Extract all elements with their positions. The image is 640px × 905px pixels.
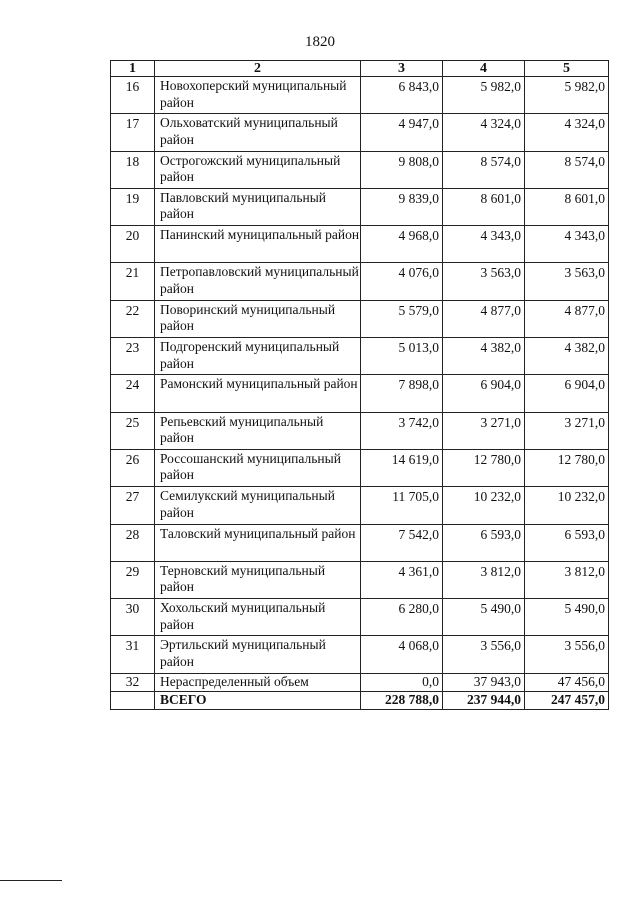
value-col-5: 6 904,0	[525, 375, 609, 412]
value-col-3: 4 076,0	[361, 263, 443, 300]
value-col-4: 6 593,0	[443, 524, 525, 561]
column-header: 4	[443, 61, 525, 77]
row-number: 23	[111, 338, 155, 375]
district-name: Репьевский муниципальный район	[155, 412, 361, 449]
value-col-5: 3 812,0	[525, 561, 609, 598]
allocation-table	[110, 60, 609, 710]
row-number: 31	[111, 636, 155, 673]
value-col-5: 4 382,0	[525, 338, 609, 375]
district-name: Эртильский муниципальный район	[155, 636, 361, 673]
row-number: 22	[111, 300, 155, 337]
district-name: Подгоренский муниципальный район	[155, 338, 361, 375]
table-row	[111, 487, 609, 524]
row-number: 27	[111, 487, 155, 524]
district-name: Поворинский муниципальный район	[155, 300, 361, 337]
value-col-5: 3 271,0	[525, 412, 609, 449]
column-header: 1	[111, 61, 155, 77]
table-row	[111, 412, 609, 449]
value-col-5: 5 490,0	[525, 599, 609, 636]
value-col-4: 3 556,0	[443, 636, 525, 673]
header-row	[111, 61, 609, 77]
value-col-3: 4 068,0	[361, 636, 443, 673]
row-number: 16	[111, 77, 155, 114]
value-col-3: 7 542,0	[361, 524, 443, 561]
district-name: Рамонский муниципальный район	[155, 375, 361, 412]
value-col-3: 5 013,0	[361, 338, 443, 375]
district-name: Новохоперский муниципальный район	[155, 77, 361, 114]
table-row	[111, 524, 609, 561]
table-row	[111, 636, 609, 673]
value-col-3: 3 742,0	[361, 412, 443, 449]
table-row	[111, 263, 609, 300]
value-col-3: 9 839,0	[361, 188, 443, 225]
value-col-5: 4 343,0	[525, 226, 609, 263]
district-name: Таловский муниципальный район	[155, 524, 361, 561]
district-name: Хохольский муниципальный район	[155, 599, 361, 636]
row-number: 29	[111, 561, 155, 598]
footnote-divider	[0, 880, 62, 881]
table-row	[111, 114, 609, 151]
value-col-4: 4 382,0	[443, 338, 525, 375]
row-number: 17	[111, 114, 155, 151]
district-name: Павловский муниципальный район	[155, 188, 361, 225]
value-col-3: 228 788,0	[361, 691, 443, 709]
table-row	[111, 77, 609, 114]
value-col-4: 5 490,0	[443, 599, 525, 636]
value-col-4: 12 780,0	[443, 449, 525, 486]
value-col-5: 4 324,0	[525, 114, 609, 151]
value-col-5: 47 456,0	[525, 673, 609, 691]
district-name: ВСЕГО	[155, 691, 361, 709]
district-name: Терновский муниципальный район	[155, 561, 361, 598]
value-col-5: 6 593,0	[525, 524, 609, 561]
value-col-3: 4 361,0	[361, 561, 443, 598]
value-col-3: 4 947,0	[361, 114, 443, 151]
row-number: 28	[111, 524, 155, 561]
column-header: 3	[361, 61, 443, 77]
row-number: 20	[111, 226, 155, 263]
table-body	[111, 77, 609, 710]
table-row	[111, 449, 609, 486]
row-number: 25	[111, 412, 155, 449]
table-row	[111, 151, 609, 188]
value-col-4: 4 324,0	[443, 114, 525, 151]
value-col-4: 237 944,0	[443, 691, 525, 709]
page-number: 1820	[305, 34, 335, 50]
value-col-3: 4 968,0	[361, 226, 443, 263]
row-number: 21	[111, 263, 155, 300]
row-number: 24	[111, 375, 155, 412]
table-row	[111, 300, 609, 337]
table-row	[111, 673, 609, 691]
value-col-3: 7 898,0	[361, 375, 443, 412]
district-name: Ольховатский муниципальный район	[155, 114, 361, 151]
district-name: Семилукский муниципальный район	[155, 487, 361, 524]
row-number: 32	[111, 673, 155, 691]
row-number: 19	[111, 188, 155, 225]
district-name: Нераспределенный объем	[155, 673, 361, 691]
value-col-3: 6 843,0	[361, 77, 443, 114]
value-col-5: 247 457,0	[525, 691, 609, 709]
column-header: 5	[525, 61, 609, 77]
district-name: Петропавловский муниципальный район	[155, 263, 361, 300]
value-col-5: 3 563,0	[525, 263, 609, 300]
value-col-5: 8 574,0	[525, 151, 609, 188]
district-name: Панинский муниципальный район	[155, 226, 361, 263]
row-number: 30	[111, 599, 155, 636]
value-col-4: 10 232,0	[443, 487, 525, 524]
table-row	[111, 226, 609, 263]
value-col-4: 5 982,0	[443, 77, 525, 114]
table-row	[111, 338, 609, 375]
value-col-3: 0,0	[361, 673, 443, 691]
value-col-5: 3 556,0	[525, 636, 609, 673]
row-number: 18	[111, 151, 155, 188]
table-row	[111, 691, 609, 709]
district-name: Россошанский муниципальный район	[155, 449, 361, 486]
value-col-3: 11 705,0	[361, 487, 443, 524]
value-col-3: 6 280,0	[361, 599, 443, 636]
table-row	[111, 561, 609, 598]
table-row	[111, 188, 609, 225]
value-col-3: 9 808,0	[361, 151, 443, 188]
value-col-3: 5 579,0	[361, 300, 443, 337]
value-col-3: 14 619,0	[361, 449, 443, 486]
district-name: Острогожский муниципальный район	[155, 151, 361, 188]
value-col-4: 4 877,0	[443, 300, 525, 337]
value-col-4: 37 943,0	[443, 673, 525, 691]
row-number: 26	[111, 449, 155, 486]
value-col-5: 4 877,0	[525, 300, 609, 337]
value-col-5: 5 982,0	[525, 77, 609, 114]
column-header: 2	[155, 61, 361, 77]
table-row	[111, 375, 609, 412]
value-col-5: 12 780,0	[525, 449, 609, 486]
value-col-4: 3 563,0	[443, 263, 525, 300]
value-col-4: 6 904,0	[443, 375, 525, 412]
value-col-4: 8 601,0	[443, 188, 525, 225]
value-col-4: 3 271,0	[443, 412, 525, 449]
value-col-4: 3 812,0	[443, 561, 525, 598]
value-col-4: 8 574,0	[443, 151, 525, 188]
table-row	[111, 599, 609, 636]
value-col-5: 8 601,0	[525, 188, 609, 225]
value-col-4: 4 343,0	[443, 226, 525, 263]
row-number	[111, 691, 155, 709]
value-col-5: 10 232,0	[525, 487, 609, 524]
